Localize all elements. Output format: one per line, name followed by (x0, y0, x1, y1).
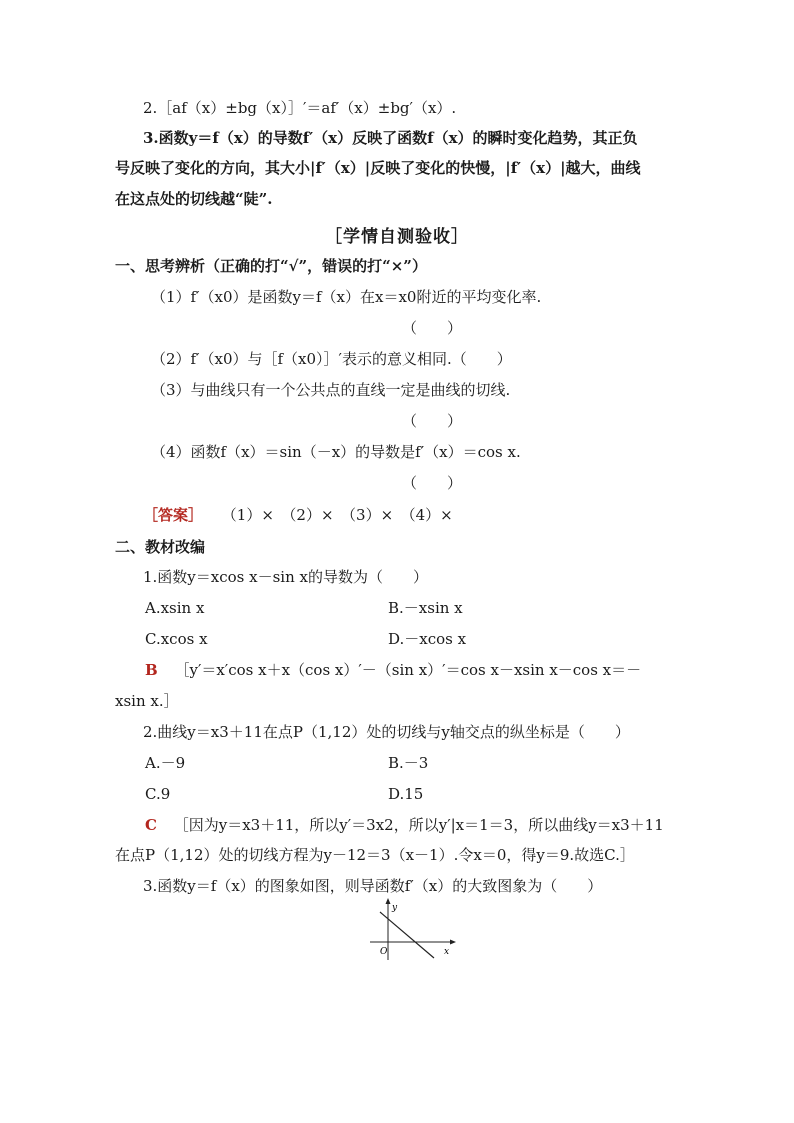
problem-2-solution-line1 (145, 815, 664, 835)
problem-1-answer-letter: B (145, 661, 158, 679)
problem-2-solution-line2: 在点P（1,12）处的切线方程为y－12＝3（x－1）.令x＝0，得y＝9.故选C.］ (115, 846, 635, 864)
problem-1-solution-text: ［y′＝x′cos x＋x（cos x）′－（sin x）′＝cos x－xsin x－cos x＝－ (174, 661, 642, 679)
problem-1-option-b: B.－xsin x (388, 599, 463, 617)
rule-linear-combination: 2.［af（x）±bg（x）］′＝af′（x）±bg′（x）. (143, 99, 457, 117)
judge-item-2: （2）f′（x0）与［f（x0）］′表示的意义相同.（ ） (151, 350, 512, 368)
judge-item-4-paren: （ ） (402, 474, 463, 492)
problem-3-function-graph (368, 898, 458, 968)
problem-2-option-a: A.－9 (145, 754, 186, 772)
section-title: ［学情自测验收］ (325, 227, 469, 247)
rule-derivative-meaning-line2: 号反映了变化的方向，其大小|f′（x）|反映了变化的快慢，|f′（x）|越大，曲线 (115, 159, 641, 177)
problem-2-answer-letter: C (145, 816, 157, 834)
rule-derivative-meaning-line3: 在这点处的切线越“陡”. (115, 190, 273, 208)
judge-item-1: （1）f′（x0）是函数y＝f（x）在x＝x0附近的平均变化率. (151, 288, 542, 306)
problem-1-option-c: C.xcos x (145, 630, 208, 648)
problem-1-solution-line2: xsin x.］ (115, 692, 179, 710)
problem-1-option-d: D.－xcos x (388, 630, 467, 648)
problem-1-solution-line1 (145, 660, 641, 680)
problem-1-option-a: A.xsin x (145, 599, 205, 617)
graph-x-label: x (444, 947, 450, 957)
problem-2-stem: 2.曲线y＝x3＋11在点P（1,12）处的切线与y轴交点的纵坐标是（ ） (143, 723, 630, 741)
part1-heading: 一、思考辨析（正确的打“√”，错误的打“×”） (115, 257, 427, 275)
graph-x-arrow (450, 940, 456, 945)
answer-tag: ［答案］ (143, 506, 204, 524)
problem-2-option-d: D.15 (388, 785, 424, 803)
judge-item-3-paren: （ ） (402, 412, 463, 430)
graph-origin-label: O (380, 947, 388, 957)
problem-2-option-b: B.－3 (388, 754, 429, 772)
problem-1-stem: 1.函数y＝xcos x－sin x的导数为（ ） (143, 568, 428, 586)
problem-2-solution-text: ［因为y＝x3＋11，所以y′＝3x2，所以y′|x＝1＝3，所以曲线y＝x3＋11 (173, 816, 664, 834)
answer-line (143, 505, 453, 525)
answer-text: （1）× （2）× （3）× （4）× (221, 506, 453, 524)
graph-y-arrow (386, 898, 391, 904)
judge-item-4: （4）函数f（x）＝sin（－x）的导数是f′（x）＝cos x. (151, 443, 521, 461)
judge-item-1-paren: （ ） (402, 319, 463, 337)
graph-y-label: y (392, 903, 398, 913)
problem-3-stem: 3.函数y＝f（x）的图象如图，则导函数f′（x）的大致图象为（ ） (143, 877, 603, 895)
judge-item-3: （3）与曲线只有一个公共点的直线一定是曲线的切线. (151, 381, 511, 399)
problem-2-option-c: C.9 (145, 785, 171, 803)
part2-heading: 二、教材改编 (115, 538, 206, 556)
rule-derivative-meaning-line1: 3.函数y＝f（x）的导数f′（x）反映了函数f（x）的瞬时变化趋势，其正负 (143, 129, 638, 147)
